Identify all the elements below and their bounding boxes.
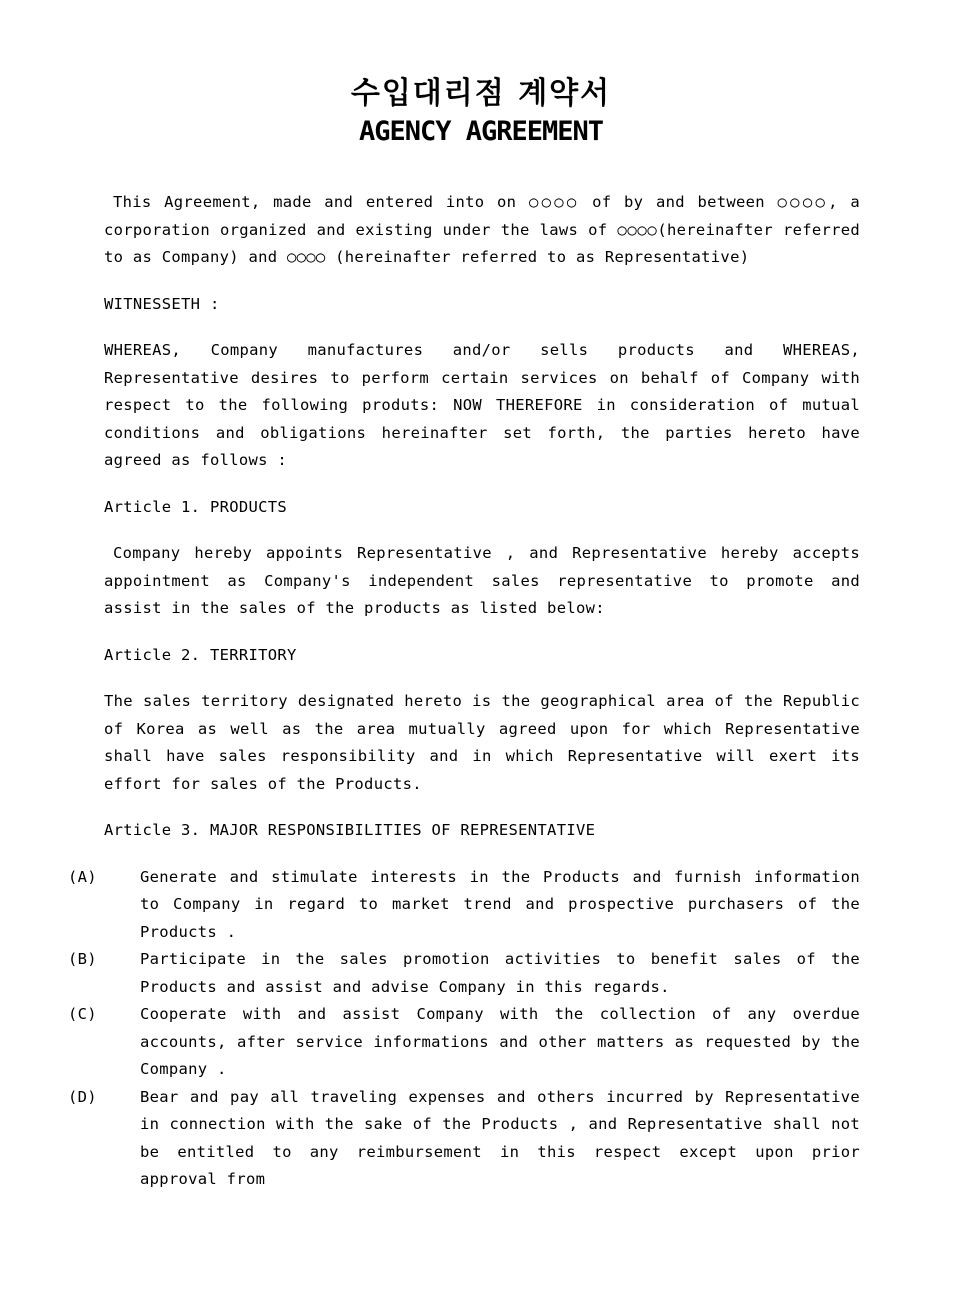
document-body <box>68 189 860 1194</box>
article-2-heading: Article 2. TERRITORY <box>104 645 297 664</box>
whereas-paragraph: WHEREAS, Company manufactures and/or sells products and WHEREAS, Representative desires to perform certain services on behalf of Company with respect to the following produts: NOW THEREFORE in consideration of mutual conditions and obligations hereinafter set forth, the parties hereto have agreed as follows : <box>104 341 860 469</box>
article-1-text: Company hereby appoints Representative , and Representative hereby accepts appointment as Company's independent sales representative to promote and assist in the sales of the products as listed below: <box>104 544 860 617</box>
article-1-heading: Article 1. PRODUCTS <box>104 497 288 516</box>
article-2-text: The sales territory designated hereto is the geographical area of the Republic of Korea as well as the area mutually agreed upon for which Representative shall have sales responsibility and in which Representative will exert its effort for sales of the Products. <box>104 692 860 793</box>
list-item-text: Generate and stimulate interests in the Products and furnish information to Company in regard to market trend and prospective purchasers of the Products . <box>140 867 860 941</box>
list-item-text: Cooperate with and assist Company with the collection of any overdue accounts, after service informations and other matters as requested by the Company . <box>140 1005 860 1078</box>
article-3-heading: Article 3. MAJOR RESPONSIBILITIES OF REPRESENTATIVE <box>104 821 596 839</box>
witnesseth-heading: WITNESSETH : <box>104 294 220 313</box>
list-item <box>68 864 860 947</box>
preamble-paragraph: This Agreement, made and entered into on ○○○○ of by and between ○○○○, a corporation organized and existing under the laws of ○○○○(hereinafter referred to as Company) and ○○○○ (hereinafter referred to as Representative) <box>104 193 860 266</box>
responsibilities-list <box>68 864 860 1194</box>
list-item-marker: (B) <box>68 950 97 968</box>
list-item <box>68 1084 860 1194</box>
list-item-text: Bear and pay all traveling expenses and others incurred by Representative in connection with the sake of the Products , and Representative shall not be entitled to any reimbursement in this respect except upon prior approval from <box>140 1087 860 1188</box>
list-item <box>68 946 860 1001</box>
list-item <box>68 1001 860 1084</box>
list-item-marker: (C) <box>68 1005 97 1023</box>
title-korean: 수입대리점 계약서 <box>350 76 612 111</box>
title-english: AGENCY AGREEMENT <box>358 116 604 147</box>
list-item-marker: (A) <box>68 867 97 886</box>
list-item-text: Participate in the sales promotion activities to benefit sales of the Products and assist and advise Company in this regards. <box>140 950 860 996</box>
list-item-marker: (D) <box>68 1087 97 1106</box>
